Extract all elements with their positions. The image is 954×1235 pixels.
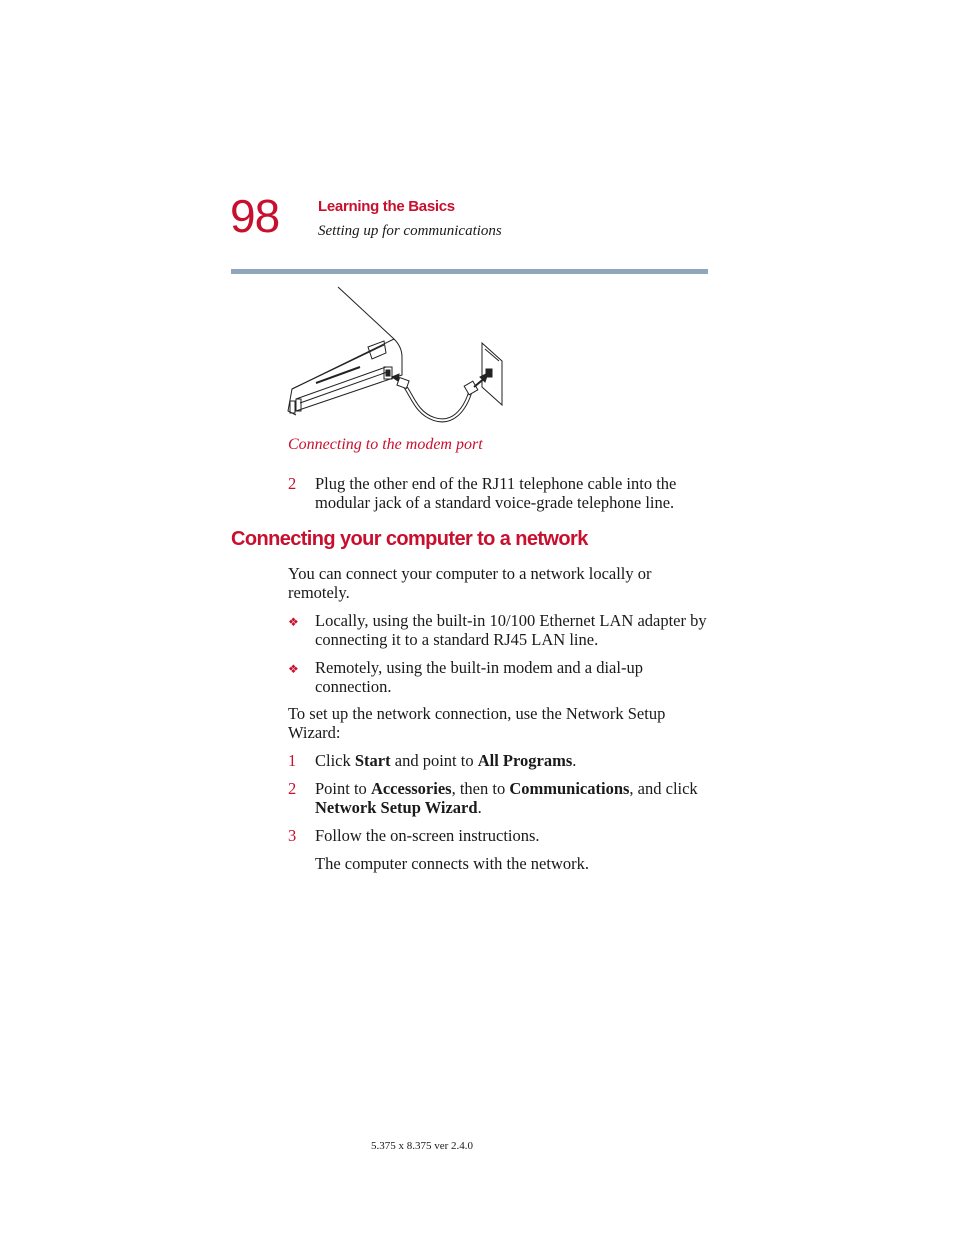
bullet-diamond-icon: ❖ — [288, 662, 299, 676]
step-text: Plug the other end of the RJ11 telephone cable into the modular jack of a standard voice-grade telephone line. — [315, 474, 677, 512]
section-heading: Connecting your computer to a network — [231, 528, 588, 550]
step-3-follow-instructions — [288, 826, 708, 845]
step-2-plug-cable — [288, 474, 708, 512]
step-number: 1 — [288, 751, 297, 770]
step-text: Point to Accessories, then to Communications, and click Network Setup Wizard. — [315, 779, 698, 817]
page-number: 98 — [230, 190, 280, 242]
step-number: 2 — [288, 779, 297, 798]
section-subtitle: Setting up for communications — [318, 223, 502, 239]
step-1-click-start — [288, 751, 708, 770]
bullet-item-remotely — [288, 658, 708, 696]
modem-port-illustration — [286, 283, 516, 431]
step-2-point-accessories — [288, 779, 708, 817]
header-rule — [231, 269, 708, 274]
setup-intro-paragraph: To set up the network connection, use the Network Setup Wizard: — [288, 704, 666, 742]
ui-term-accessories: Accessories — [370, 779, 452, 798]
step-number: 3 — [288, 826, 297, 845]
bullet-text: Remotely, using the built-in modem and a dial-up connection. — [315, 658, 643, 696]
ui-term-all-programs: All Programs — [477, 751, 573, 770]
footer-version: 5.375 x 8.375 ver 2.4.0 — [371, 1140, 474, 1152]
bullet-text: Locally, using the built-in 10/100 Ethernet LAN adapter by connecting it to a standard RJ45 LAN line. — [315, 611, 707, 649]
bullet-item-locally — [288, 611, 708, 649]
step-text: Click Start and point to All Programs. — [315, 751, 577, 770]
ui-term-network-setup-wizard: Network Setup Wizard — [315, 798, 478, 817]
figure-caption: Connecting to the modem port — [288, 436, 483, 453]
ui-term-communications: Communications — [509, 779, 630, 798]
step-text: Follow the on-screen instructions. — [315, 826, 540, 845]
laptop-outline — [296, 287, 402, 411]
chapter-title: Learning the Basics — [318, 198, 455, 215]
result-paragraph: The computer connects with the network. — [315, 854, 589, 873]
intro-paragraph: You can connect your computer to a network locally or remotely. — [288, 564, 652, 602]
bullet-diamond-icon: ❖ — [288, 615, 299, 629]
step-number: 2 — [288, 474, 297, 493]
ui-term-start: Start — [354, 751, 391, 770]
